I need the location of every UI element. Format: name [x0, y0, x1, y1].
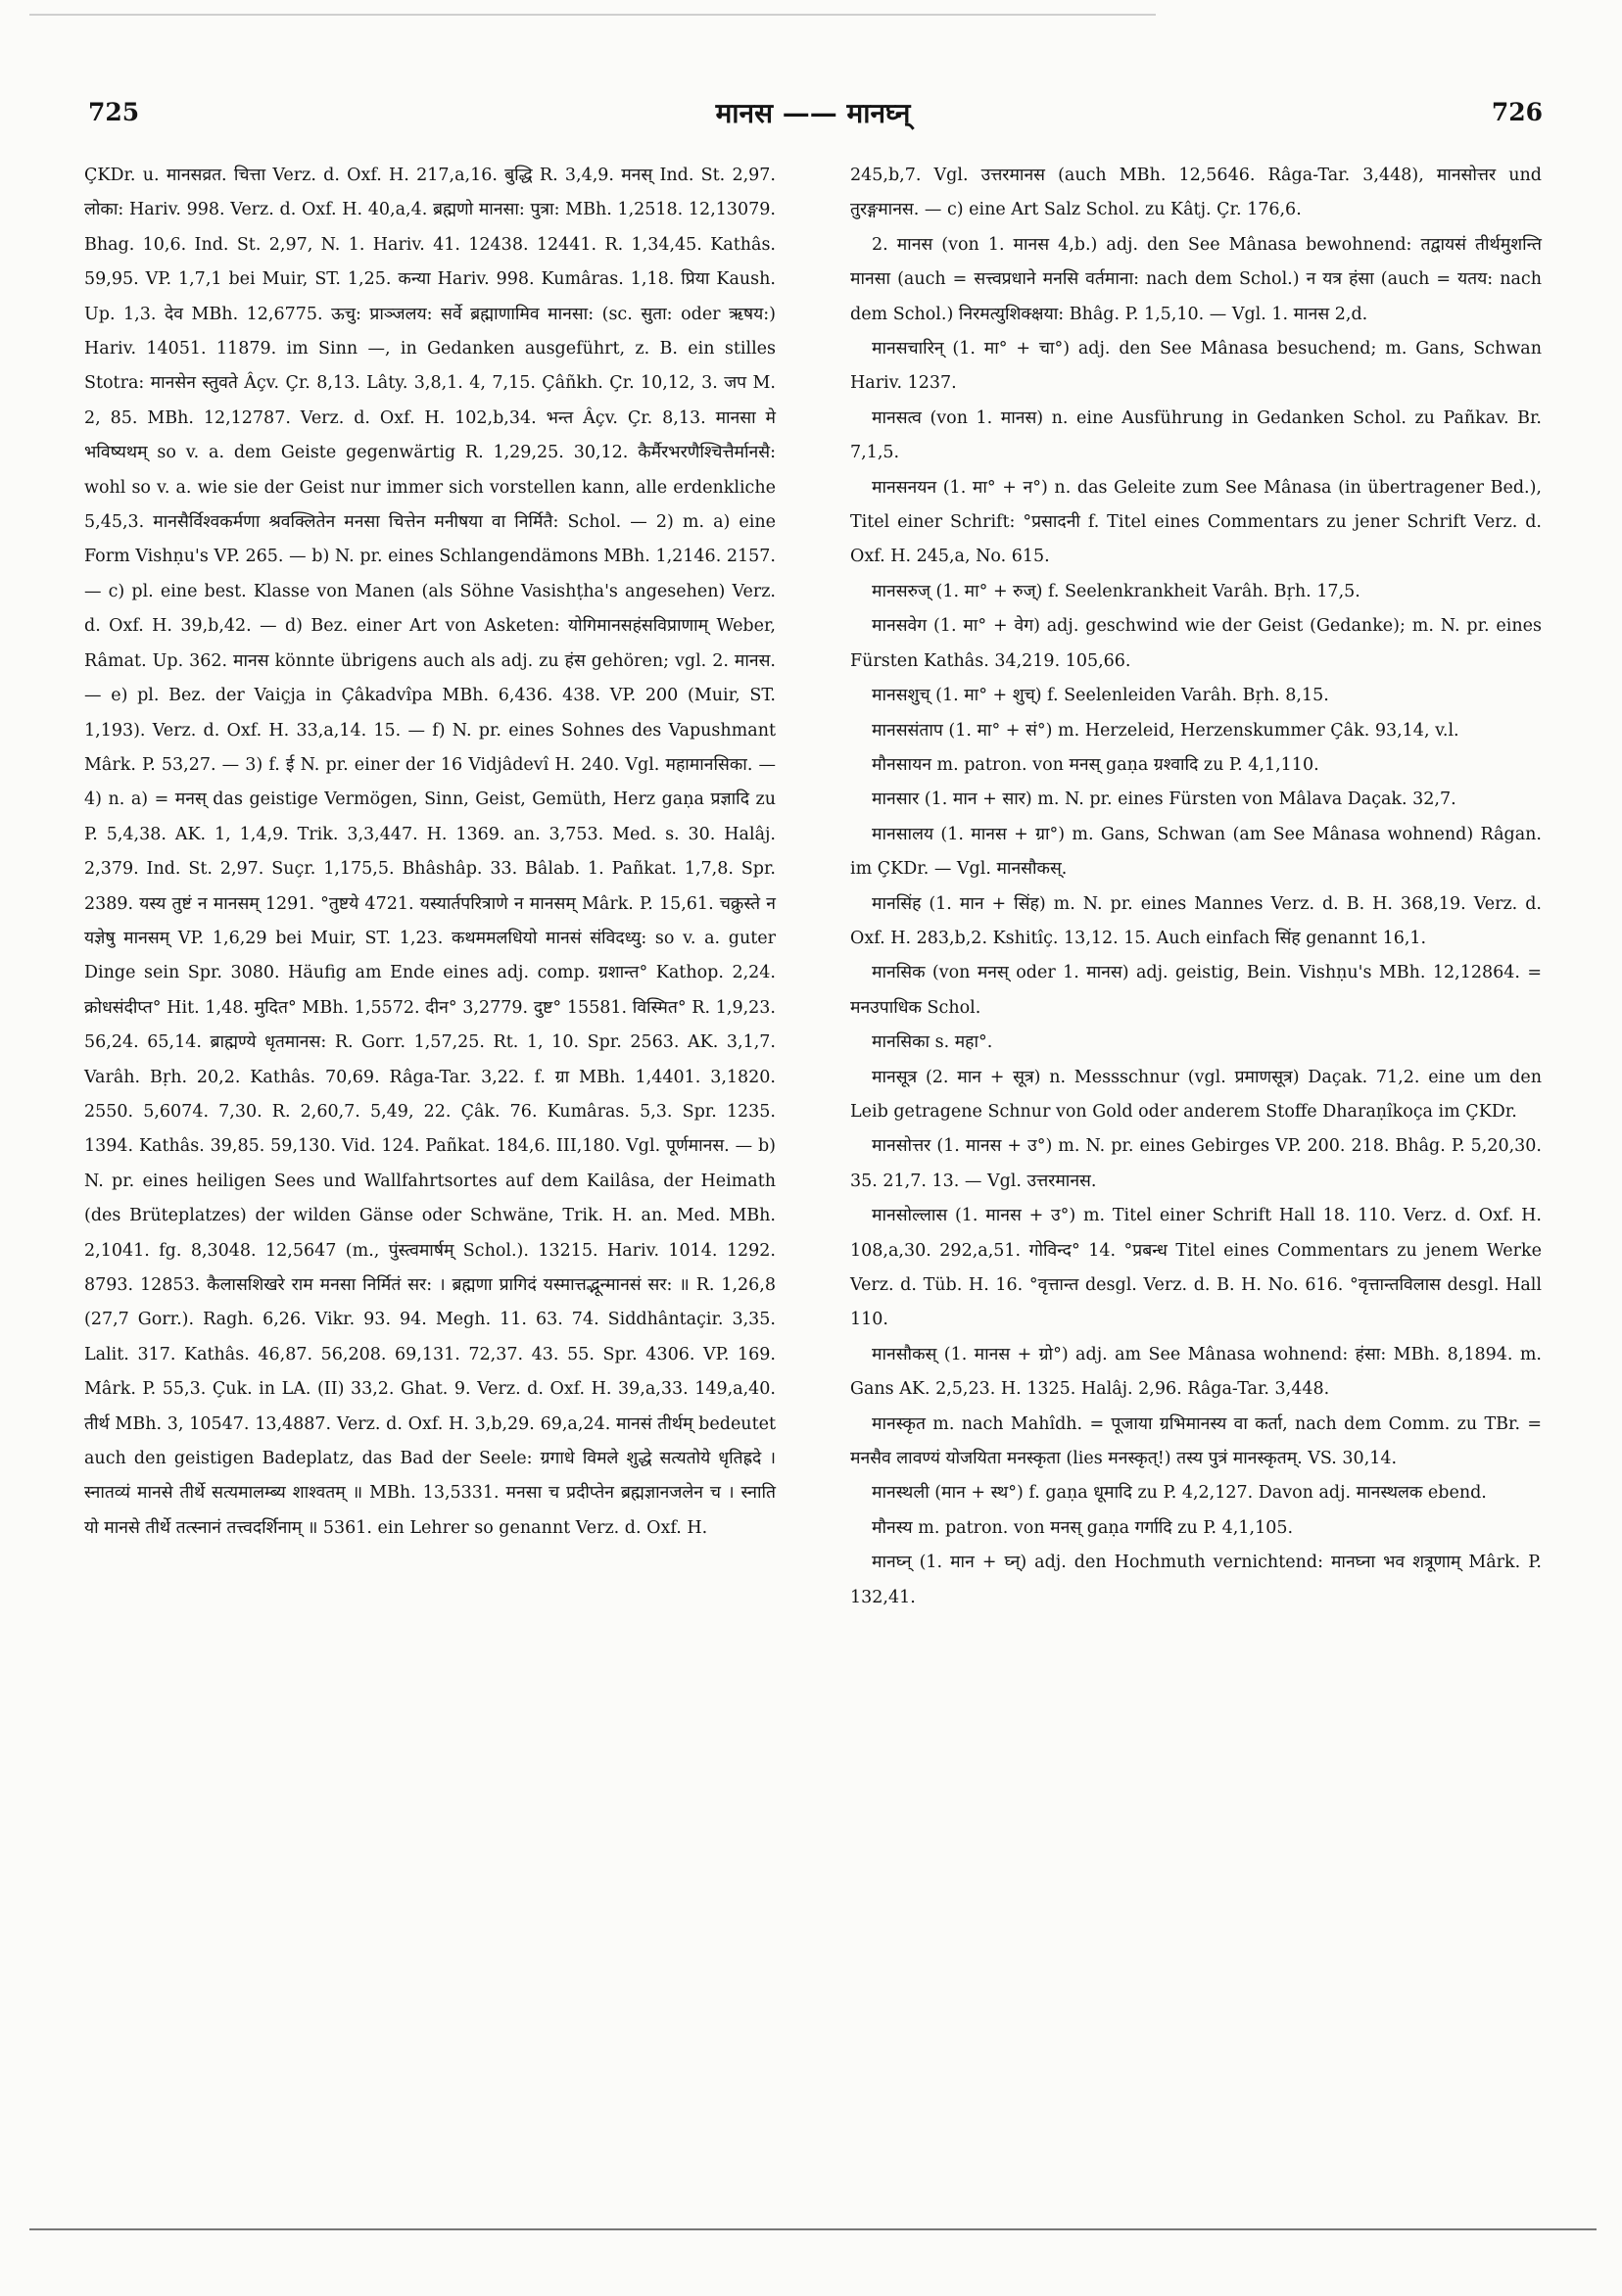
entry-text: मानसशुच् (1. मा° + शुच्) f. Seelenleiden Varâh. Bṛh. 8,15. — [872, 686, 1329, 706]
entry-text: मानसिंह (1. मान + सिंह) m. N. pr. eines Mannes Verz. d. B. H. 368,19. Verz. d. Oxf. H. 283,b,2. Kshitîç. 13,12. 15. Auch einfach सिंह genannt 16,1. — [850, 893, 1542, 948]
entry-text: मानस्कृत m. nach Mahîdh. = पूजाया ग्रभिमानस्य वा कर्ता, nach dem Comm. zu TBr. = मनसैव लावण्यं योजयिता मनस्कृता (lies मनस्कृत्!) तस्य पुत्रं मानस्कृतम्. VS. 30,14. — [850, 1413, 1542, 1469]
entry-text: ÇKDr. u. मानसव्रत. चित्ता Verz. d. Oxf. H. 217,a,16. बुद्धि R. 3,4,9. मनस् Ind. St. 2,97. लोका: Hariv. 998. Verz. d. Oxf. H. 40,a,4. ब्रह्मणो मानसा: पुत्रा: MBh. 1,2518. 12,13079. Bhag. 10,6. Ind. St. 2,97, N. 1. Hariv. 41. 12438. 12441. R. 1,34,45. Kathâs. 59,95. VP. 1,7,1 bei Muir, ST. 1,25. कन्या Hariv. 998. Kumâras. 1,18. प्रिया Kaush. Up. 1,3. देव MBh. 12,6775. ऊचु: प्राञ्जलय: सर्वे ब्रह्माणामिव मानसा: (sc. सुता: oder ऋषय:) Hariv. 14051. 11879. im Sinn —, in Gedanken ausgeführt, z. B. ein stilles Stotra: मानसेन स्तुवते Âçv. Çr. 8,13. Lâty. 3,8,1. 4, 7,15. Çâñkh. Çr. 10,12, 3. जप M. 2, 85. MBh. 12,12787. Verz. d. Oxf. H. 102,b,34. भन्त Âçv. Çr. 8,13. मानसा मे भविष्यथम् so v. a. dem Geiste gegenwärtig R. 1,29,25. 30,12. कैर्मैरभरणैश्चित्तैर्मानसै: wohl so v. a. wie sie der Geist nur immer sich vorstellen kann, alle erdenkliche 5,45,3. मानसैर्विश्वकर्मणा श्रवक्लितेन मनसा चित्तेन मनीषया वा निर्मितै: Schol. — 2) m. a) eine Form Vishṇu's VP. 265. — b) N. pr. eines Schlangendämons MBh. 1,2146. 2157. — c) pl. eine best. Klasse von Manen (als Söhne Vasishṭha's angesehen) Verz. d. Oxf. H. 39,b,42. — d) Bez. einer Art von Asketen: योगिमानसहंसविप्राणाम् Weber, Râmat. Up. 362. मानस könnte übrigens auch als adj. zu हंस gehören; vgl. 2. मानस. — e) pl. Bez. der Vaiçja in Çâkadvîpa MBh. 6,436. 438. VP. 200 (Muir, ST. 1,193). Verz. d. Oxf. H. 33,a,14. 15. — f) N. pr. eines Sohnes des Vapushmant Mârk. P. 53,27. — 3) f. ई N. pr. einer der 16 Vidjâdevî H. 240. Vgl. महामानसिका. — 4) n. a) = मनस् das geistige Vermögen, Sinn, Geist, Gemüth, Herz gaṇa प्रज्ञादि zu P. 5,4,38. AK. 1, 1,4,9. Trik. 3,3,447. H. 1369. an. 3,753. Med. s. 30. Halâj. 2,379. Ind. St. 2,97. Suçr. 1,175,5. Bhâshâp. 33. Bâlab. 1. Pañkat. 1,7,8. Spr. 2389. यस्य तुष्टं न मानसम् 1291. °तुष्टये 4721. यस्यार्तपरित्राणे न मानसम् Mârk. P. 15,61. चक्रुस्ते न यज्ञेषु मानसम् VP. 1,6,29 bei Muir, ST. 1,23. कथममलधियो मानसं संविदध्यु: so v. a. guter Dinge sein Spr. 3080. Häufig am Ende eines adj. comp. ग्रशान्त° Kathop. 2,24. क्रोधसंदीप्त° Hit. 1,48. मुदित° MBh. 1,5572. दीन° 3,2779. दुष्ट° 15581. विस्मित° R. 1,9,23. 56,24. 65,14. ब्राह्मण्ये धृतमानस: R. Gorr. 1,57,25. Rt. 1, 10. Spr. 2563. AK. 3,1,7. Varâh. Bṛh. 20,2. Kathâs. 70,69. Râga-Tar. 3,22. f. ग्रा MBh. 1,4401. 3,1820. 2550. 5,6074. 7,30. R. 2,60,7. 5,49, 22. Çâk. 76. Kumâras. 5,3. Spr. 1235. 1394. Kathâs. 39,85. 59,130. Vid. 124. Pañkat. 184,6. III,180. Vgl. पूर्णमानस. — b) N. pr. eines heiligen Sees und Wallfahrtsortes auf dem Kailâsa, der Heimath (des Brüteplatzes) der wilden Gänse oder Schwäne, Trik. H. an. Med. MBh. 2,1041. fg. 8,3048. 12,5647 (m., पुंस्त्वमार्षम् Schol.). 13215. Hariv. 1014. 1292. 8793. 12853. कैलासशिखरे राम मनसा निर्मितं सर: । ब्रह्मणा प्रागिदं यस्मात्तद्भून्मानसं सर: ॥ R. 1,26,8 (27,7 Gorr.). Ragh. 6,26. Vikr. 93. 94. Megh. 11. 63. 74. Siddhântaçir. 3,35. Lalit. 317. Kathâs. 46,87. 56,208. 69,131. 72,37. 43. 55. Spr. 4306. VP. 169. Mârk. P. 55,3. Çuk. in LA. (II) 33,2. Ghat. 9. Verz. d. Oxf. H. 39,a,33. 149,a,40. तीर्थ MBh. 3, 10547. 13,4887. Verz. d. Oxf. H. 3,b,29. 69,a,24. मानसं तीर्थम् bedeutet auch den geistigen Badeplatz, das Bad der Seele: ग्रगाधे विमले शुद्धे सत्यतोये धृतिह्रदे । स्नातव्यं मानसे तीर्थे सत्यमालम्ब्य शाश्वतम् ॥ MBh. 13,5331. मनसा च प्रदीप्तेन ब्रह्मज्ञानजलेन च । स्नाति यो मानसे तीर्थे तत्स्नानं तत्त्वदर्शिनाम् ॥ 5361. ein Lehrer so genannt Verz. d. Oxf. H. — [84, 166, 776, 1538]
entry-text: मानसवेग (1. मा° + वेग) adj. geschwind wie der Geist (Gedanke); m. N. pr. eines Fürsten Kathâs. 34,219. 105,66. — [850, 616, 1542, 671]
entry-text: मानघ्न् (1. मान + घ्न्) adj. den Hochmuth vernichtend: मानघ्ना भव शत्रूणाम् Mârk. P. 132,41. — [850, 1553, 1542, 1607]
footer-rule — [29, 2228, 1597, 2230]
right-column — [850, 159, 1542, 1615]
entry-text: मौनस्य m. patron. von मनस् gaṇa गर्गादि zu P. 4,1,105. — [872, 1517, 1294, 1538]
entry-text: 245,b,7. Vgl. उत्तरमानस (auch MBh. 12,5646. Râga-Tar. 3,448), मानसोत्तर und तुरङ्गमानस. — c) eine Art Salz Schol. zu Kâtj. Çr. 176,6. — [850, 166, 1542, 220]
left-column — [84, 159, 776, 1546]
entry-text: मानसालय (1. मानस + ग्रा°) m. Gans, Schwan (am See Mânasa wohnend) Râgan. im ÇKDr. — Vgl. मानसौकस्. — [850, 824, 1542, 880]
entry-text: मानसिका s. महा°. — [872, 1032, 993, 1053]
entry-text: मानसिक (von मनस् oder 1. मानस) adj. geistig, Bein. Vishṇu's MBh. 12,12864. = मनउपाधिक Schol. — [850, 963, 1542, 1018]
entry-text: 2. मानस (von 1. मानस 4,b.) adj. den See Mânasa bewohnend: तद्वायसं तीर्थमुशन्ति मानसा (auch = सत्त्वप्रधाने मनसि वर्तमाना: nach dem Schol.) न यत्र हंसा (auch = यतय: nach dem Schol.) निरमत्युशिक्क्षया: Bhâg. P. 1,5,10. — Vgl. 1. मानस 2,d. — [850, 234, 1542, 324]
entry-text: मानस्थली (मान + स्थ°) f. gaṇa धूमादि zu P. 4,2,127. Davon adj. मानस्थलक ebend. — [872, 1483, 1487, 1504]
entry-text: मानसचारिन् (1. मा° + चा°) adj. den See Mânasa besuchend; m. Gans, Schwan Hariv. 1237. — [850, 339, 1542, 394]
page-number-left: 725 — [88, 98, 140, 126]
entry-text: मानसोत्तर (1. मानस + उ°) m. N. pr. eines Gebirges VP. 200. 218. Bhâg. P. 5,20,30. 35. 21,7. 13. — Vgl. उत्तरमानस. — [850, 1136, 1542, 1191]
running-title: मानस —— मानघ्न् — [715, 97, 911, 129]
entry-text: मानसोल्लास (1. मानस + उ°) m. Titel einer Schrift Hall 18. 110. Verz. d. Oxf. H. 108,a,30. 292,a,51. गोविन्द° 14. °प्रबन्ध Titel eines Commentars zu jenem Werke Verz. d. Tüb. H. 16. °वृत्तान्त desgl. Verz. d. B. H. No. 616. °वृत्तान्तविलास desgl. Hall 110. — [850, 1206, 1542, 1330]
entry-text: मानसार (1. मान + सार) m. N. pr. eines Fürsten von Mâlava Daçak. 32,7. — [872, 789, 1456, 810]
entry-text: मानससंताप (1. मा° + सं°) m. Herzeleid, Herzenskummer Çâk. 93,14, v.l. — [872, 720, 1459, 741]
entry-text: मानसत्व (von 1. मानस) n. eine Ausführung in Gedanken Schol. zu Pañkav. Br. 7,1,5. — [850, 407, 1542, 463]
page-number-right: 726 — [1491, 98, 1543, 126]
entry-text: मौनसायन m. patron. von मनस् gaṇa ग्रश्वादि zu P. 4,1,110. — [872, 754, 1319, 775]
page-header — [83, 98, 1543, 147]
entry-text: मानसरुज् (1. मा° + रुज्) f. Seelenkrankheit Varâh. Bṛh. 17,5. — [872, 581, 1360, 601]
entry-text: मानसनयन (1. मा° + न°) n. das Geleite zum See Mânasa (in übertragener Bed.), Titel einer Schrift: °प्रसादनी f. Titel eines Commentars zu jener Schrift Verz. d. Oxf. H. 245,a, No. 615. — [850, 477, 1542, 567]
entry-text: मानसौकस् (1. मानस + ग्रो°) adj. am See Mânasa wohnend: हंसा: MBh. 8,1894. m. Gans AK. 2,5,23. H. 1325. Halâj. 2,96. Râga-Tar. 3,448. — [850, 1344, 1542, 1400]
scan-top-rule — [29, 14, 1156, 16]
entry-text: मानसूत्र (2. मान + सूत्र) n. Messschnur (vgl. प्रमाणसूत्र) Daçak. 71,2. eine um den Leib getragene Schnur von Gold oder anderem Stoffe Dharaṇîkoça im ÇKDr. — [850, 1067, 1542, 1122]
